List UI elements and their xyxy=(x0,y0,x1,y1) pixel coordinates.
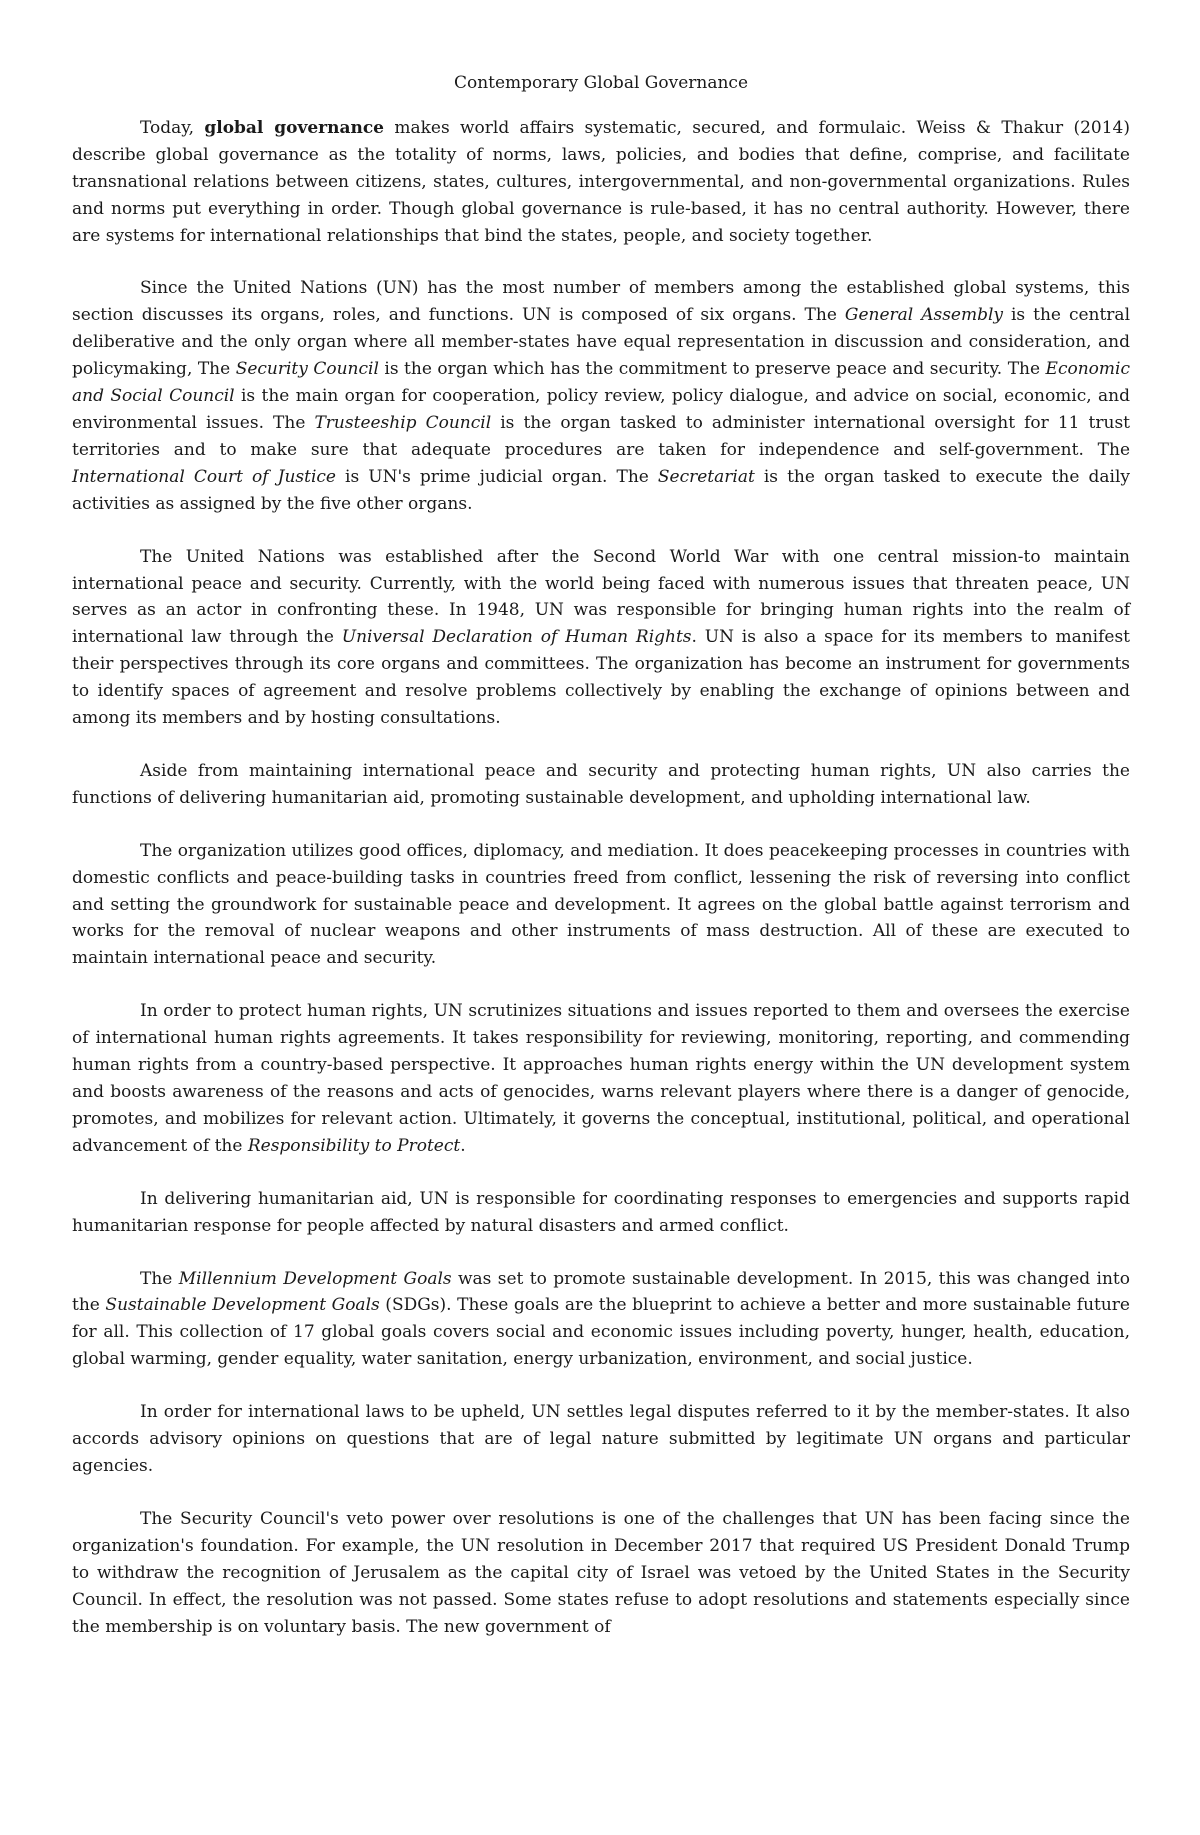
italic-term: Sustainable Development Goals xyxy=(105,1295,380,1316)
text-run: makes world affairs systematic, secured, and formulaic. Weiss & Thakur (2014) describe global governance as the totality of norms, laws, policies, and bodies that define, comprise, and facilitate transnational relations between citizens, states, cultures, intergovernmental, and non-governmental organizations. Rules and norms put everything in order. Though global governance is rule-based, it has no central authority. However, there are systems for international relationships that bind the states, people, and society together. xyxy=(72,117,1130,246)
text-run: is UN's prime judicial organ. The xyxy=(335,466,658,487)
text-run: Since the United Nations (UN) has the most number of members among the established global systems, this section discusses its organs, roles, and functions. UN is composed of six organs. The xyxy=(72,278,1130,326)
text-run: The xyxy=(140,1268,179,1289)
text-run: is the organ which has the commitment to preserve peace and security. The xyxy=(378,359,1046,380)
text-run: is the organ tasked to administer international oversight for 11 trust territories and to make sure that adequate procedures are taken for independence and self-government. The xyxy=(72,412,1130,460)
text-run: Aside from maintaining international peace and security and protecting human rights, UN also carries the functions of delivering humanitarian aid, promoting sustainable development, and upholding international law. xyxy=(72,760,1130,808)
text-run: The organization utilizes good offices, diplomacy, and mediation. It does peacekeeping processes in countries with domestic conflicts and peace-building tasks in countries freed from conflict, lessening the risk of reversing into conflict and setting the groundwork for sustainable peace and development. It agrees on the global battle against terrorism and works for the removal of nuclear weapons and other instruments of mass destruction. All of these are executed to maintain international peace and security. xyxy=(72,840,1130,969)
text-run: . UN is also a space for its members to manifest their perspectives through its core organs and committees. The organization has become an instrument for governments to identify spaces of agreement and resolve problems collectively by enabling the exchange of opinions between and among its members and by hosting consultations. xyxy=(72,627,1131,729)
italic-term: Trusteeship Council xyxy=(314,412,492,433)
text-run: is the organ tasked to execute the daily activities as assigned by the five other organs. xyxy=(72,466,1130,514)
text-run: In delivering humanitarian aid, UN is responsible for coordinating responses to emergencies and supports rapid humanitarian response for people affected by natural disasters and armed conflict. xyxy=(72,1188,1130,1236)
paragraph xyxy=(72,1506,1130,1641)
text-run: is the main organ for cooperation, policy review, policy dialogue, and advice on social, economic, and environmental issues. The xyxy=(72,386,1130,433)
italic-term: Responsibility to Protect xyxy=(247,1135,461,1156)
page-title: Contemporary Global Governance xyxy=(453,73,749,93)
text-run: In order to protect human rights, UN scrutinizes situations and issues reported to them and oversees the exercise of international human rights agreements. It takes responsibility for reviewing, monitoring, reporting, and commending human rights from a country-based perspective. It approaches human rights energy within the UN development system and boosts awareness of the reasons and acts of genocides, warns relevant players where there is a danger of genocide, promotes, and mobilizes for relevant action. Ultimately, it governs the conceptual, institutional, political, and operational advancement of the xyxy=(72,1001,1130,1156)
document-page xyxy=(72,70,1130,1666)
paragraph xyxy=(72,1266,1130,1374)
text-run: is the central deliberative and the only organ where all member-states have equal representation in discussion and consideration, and policymaking, The xyxy=(72,305,1131,380)
text-run: . xyxy=(460,1135,466,1156)
italic-term: Millennium Development Goals xyxy=(178,1268,452,1289)
paragraph xyxy=(72,998,1130,1159)
italic-term: International Court of Justice xyxy=(72,466,336,487)
paragraph xyxy=(72,275,1130,517)
paragraph xyxy=(72,544,1130,732)
italic-term: Economic and Social Council xyxy=(72,359,1130,407)
paragraph xyxy=(72,1186,1130,1240)
italic-term: Universal Declaration of Human Rights xyxy=(341,627,692,648)
paragraph xyxy=(72,115,1130,250)
text-run: was set to promote sustainable development. In 2015, this was changed into the xyxy=(72,1268,1130,1316)
bold-term: global governance xyxy=(204,117,385,138)
italic-term: Secretariat xyxy=(657,466,755,487)
text-run: The Security Council's veto power over resolutions is one of the challenges that UN has been facing since the organization's foundation. For example, the UN resolution in December 2017 that required US President Donald Trump to withdraw the recognition of Jerusalem as the capital city of Israel was vetoed by the United States in the Security Council. In effect, the resolution was not passed. Some states refuse to adopt resolutions and statements especially since the membership is on voluntary basis. The new government of xyxy=(72,1508,1130,1637)
text-run: Today, xyxy=(140,117,205,138)
paragraph xyxy=(72,1399,1130,1480)
paragraph xyxy=(72,758,1130,812)
text-run: (SDGs). These goals are the blueprint to achieve a better and more sustainable future for all. This collection of 17 global goals covers social and economic issues including poverty, hunger, health, education, global warming, gender equality, water sanitation, energy urbanization, environment, and social justice. xyxy=(72,1295,1130,1370)
italic-term: General Assembly xyxy=(844,305,1004,326)
text-run: In order for international laws to be upheld, UN settles legal disputes referred to it by the member-states. It also accords advisory opinions on questions that are of legal nature submitted by legitimate UN organs and particular agencies. xyxy=(72,1402,1130,1476)
italic-term: Security Council xyxy=(235,359,379,380)
paragraph xyxy=(72,838,1130,973)
document-body xyxy=(72,115,1130,1641)
text-run: The United Nations was established after the Second World War with one central mission-to maintain international peace and security. Currently, with the world being faced with numerous issues that threaten peace, UN serves as an actor in confronting these. In 1948, UN was responsible for bringing human rights into the realm of international law through the xyxy=(72,546,1130,648)
